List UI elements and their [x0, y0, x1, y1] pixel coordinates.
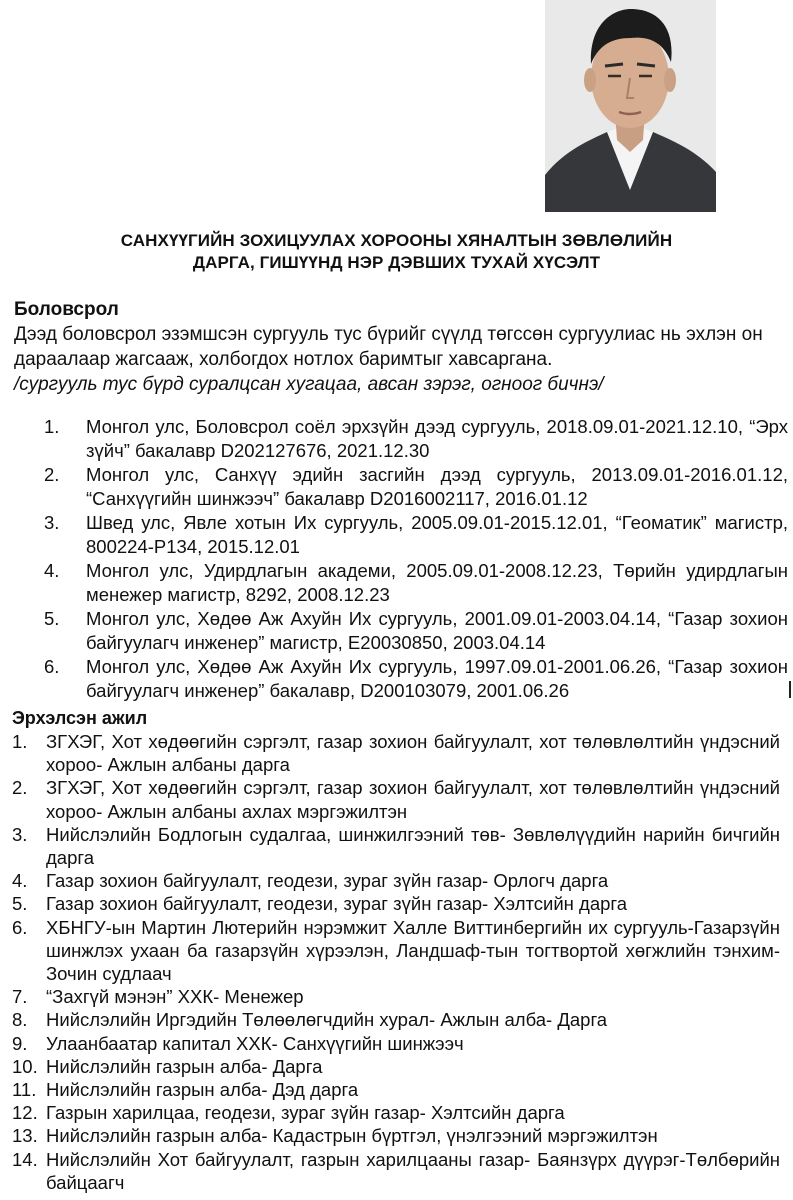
work-item — [12, 1124, 780, 1147]
item-text: Монгол улс, Удирдлагын академи, 2005.09.01-2008.12.23, Төрийн удирдлагын менежер магистр, 8292, 2008.12.23 — [86, 560, 788, 605]
item-text: Нийслэлийн газрын алба- Кадастрын бүртгэл, үнэлгээний мэргэжилтэн — [46, 1125, 658, 1147]
work-heading: Эрхэлсэн ажил — [12, 708, 148, 728]
item-number: 3. — [12, 823, 28, 845]
item-number: 8. — [12, 1009, 28, 1031]
document-title — [0, 230, 793, 274]
item-number: 11. — [12, 1079, 37, 1101]
item-number: 13. — [12, 1125, 38, 1147]
item-text: Нийслэлийн Иргэдийн Төлөөлөгчдийн хурал- Ажлын алба- Дарга — [46, 1009, 608, 1031]
work-item — [12, 1101, 780, 1124]
item-number: 2. — [12, 777, 28, 799]
item-text: “Захгүй мэнэн” ХХК- Менежер — [46, 986, 304, 1008]
item-text: Газар зохион байгуулалт, геодези, зураг зүйн газар- Орлогч дарга — [46, 870, 609, 892]
item-number: 5. — [44, 608, 60, 629]
candidate-photo — [545, 0, 716, 212]
education-item — [36, 415, 788, 463]
education-item — [36, 511, 788, 559]
item-number: 7. — [12, 986, 28, 1008]
education-intro: Дээд боловсрол эзэмшсэн сургууль тус бүрийг сүүлд төгссөн сургуулиас нь эхлэн он дараалаар жагсааж, холбогдох нотлох баримтыг хавсаргана. — [14, 324, 763, 370]
education-item — [36, 607, 788, 655]
work-list — [12, 730, 780, 1194]
item-text: Газрын харилцаа, геодези, зураг зүйн газар- Хэлтсийн дарга — [46, 1102, 565, 1124]
work-item — [12, 892, 780, 915]
work-item — [12, 869, 780, 892]
item-number: 2. — [44, 464, 60, 485]
work-item — [12, 1008, 780, 1031]
education-list — [36, 415, 788, 703]
item-text: Монгол улс, Боловсрол соёл эрхзүйн дээд сургууль, 2018.09.01-2021.12.10, “Эрх зүйч” бакалавр D202127676, 2021.12.30 — [86, 416, 788, 461]
item-text: Швед улс, Явле хотын Их сургууль, 2005.09.01-2015.12.01, “Геоматик” магистр, 800224-P134, 2015.12.01 — [86, 512, 788, 557]
work-item — [12, 823, 780, 869]
work-item — [12, 1148, 780, 1194]
work-item — [12, 916, 780, 986]
education-item — [36, 559, 788, 607]
education-note: /сургууль тус бүрд суралцсан хугацаа, авсан зэрэг, огноог бичнэ/ — [14, 374, 604, 395]
item-text: Монгол улс, Санхүү эдийн засгийн дээд сургууль, 2013.09.01-2016.01.12, “Санхүүгийн шинжээч” бакалавр D2016002117, 2016.01.12 — [86, 464, 788, 509]
item-text: Нийслэлийн газрын алба- Дарга — [46, 1055, 323, 1077]
item-text: Улаанбаатар капитал ХХК- Санхүүгийн шинжээч — [46, 1032, 464, 1054]
work-item — [12, 730, 780, 776]
item-number: 12. — [12, 1102, 38, 1124]
item-text: ХБНГУ-ын Мартин Лютерийн нэрэмжит Халле Виттинбергийн их сургууль-Газарзүйн шинжлэх ухаан ба газарзүйн хүрээлэн, Ландшаф-тын тогтвортой хөгжлийн тэнхим- Зочин судлаач — [46, 916, 780, 985]
item-text: Монгол улс, Хөдөө Аж Ахуйн Их сургууль, 2001.09.01-2003.04.14, “Газар зохион байгуулагч инженер” магистр, E20030850, 2003.04.14 — [86, 608, 788, 653]
work-item — [12, 1055, 780, 1078]
item-text: Газар зохион байгуулалт, геодези, зураг зүйн газар- Хэлтсийн дарга — [46, 893, 628, 915]
item-number: 4. — [12, 870, 28, 892]
education-heading: Боловсрол — [14, 299, 119, 320]
item-number: 6. — [44, 656, 60, 677]
item-number: 1. — [44, 416, 60, 437]
work-item — [12, 985, 780, 1008]
item-number: 10. — [12, 1055, 38, 1077]
item-number: 5. — [12, 893, 28, 915]
item-text: Нийслэлийн Хот байгуулалт, газрын харилцааны газар- Баянзүрх дүүрэг-Төлбөрийн байцаагч — [46, 1148, 780, 1193]
item-text: ЗГХЭГ, Хот хөдөөгийн сэргэлт, газар зохион байгуулалт, хот төлөвлөлтийн үндэсний хороо- Ажлын албаны дарга — [46, 731, 780, 776]
title-line-2: ДАРГА, ГИШҮҮНД НЭР ДЭВШИХ ТУХАЙ ХҮСЭЛТ — [192, 253, 601, 272]
work-item — [12, 1078, 780, 1101]
education-item — [36, 655, 788, 703]
item-text: Монгол улс, Хөдөө Аж Ахуйн Их сургууль, 1997.09.01-2001.06.26, “Газар зохион байгуулагч инженер” бакалавр, D200103079, 2001.06.26 — [86, 656, 788, 701]
item-text: ЗГХЭГ, Хот хөдөөгийн сэргэлт, газар зохион байгуулалт, хот төлөвлөлтийн үндэсний хороо- Ажлын албаны ахлах мэргэжилтэн — [46, 777, 780, 822]
work-item — [12, 1032, 780, 1055]
item-number: 6. — [12, 916, 28, 938]
item-number: 3. — [44, 512, 60, 533]
work-item — [12, 776, 780, 822]
item-number: 14. — [12, 1148, 38, 1170]
item-text: Нийслэлийн газрын алба- Дэд дарга — [46, 1079, 359, 1101]
title-line-1: САНХҮҮГИЙН ЗОХИЦУУЛАХ ХОРООНЫ ХЯНАЛТЫН ЗӨВЛӨЛИЙН — [120, 231, 673, 250]
item-number: 9. — [12, 1032, 28, 1054]
item-text: Нийслэлийн Бодлогын судалгаа, шинжилгээний төв- Зөвлөлүүдийн нарийн бичгийн дарга — [46, 823, 780, 869]
text-cursor — [789, 681, 791, 698]
education-item — [36, 463, 788, 511]
education-intro-block — [14, 322, 789, 397]
item-number: 4. — [44, 560, 60, 581]
item-number: 1. — [12, 731, 28, 752]
